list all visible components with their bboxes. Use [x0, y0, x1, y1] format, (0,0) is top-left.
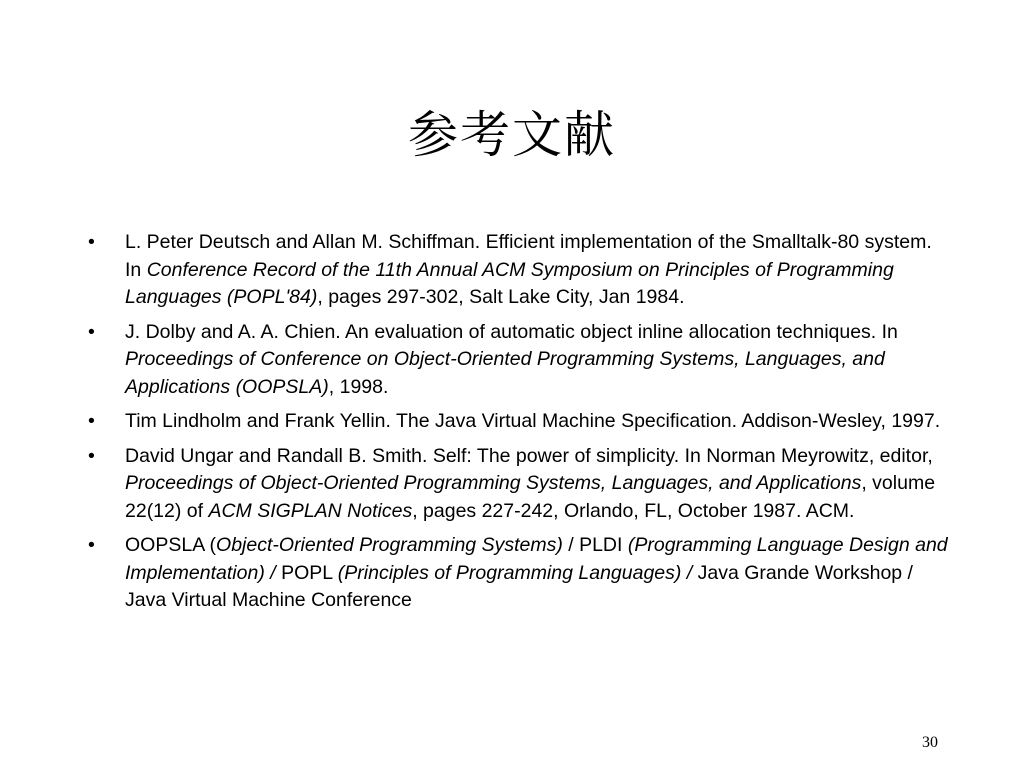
reference-text: , volume 22(12) of — [125, 472, 936, 522]
reference-italic-text: Proceedings of Conference on Object-Oriented Programming Systems, Languages, and Applications (OOPSLA) — [125, 348, 885, 398]
bullet-icon: • — [88, 444, 95, 467]
reference-item — [88, 532, 948, 615]
reference-italic-text: (Principles of Programming Languages) / — [337, 561, 693, 584]
reference-text: Java Grande Workshop / Java Virtual Machine Conference — [125, 561, 913, 611]
reference-list — [88, 229, 948, 622]
reference-italic-text: (Programming Language Design and Implementation) / — [125, 534, 948, 584]
reference-text: J. Dolby and A. A. Chien. An evaluation of automatic object inline allocation techniques. In — [125, 320, 898, 343]
reference-text: David Ungar and Randall B. Smith. Self: The power of simplicity. In Norman Meyrowitz, editor, — [125, 444, 933, 467]
reference-item — [88, 229, 948, 312]
reference-text: L. Peter Deutsch and Allan M. Schiffman. Efficient implementation of the Smalltalk-80 system. In — [125, 231, 932, 281]
bullet-icon: • — [88, 410, 95, 432]
bullet-icon: • — [88, 231, 95, 253]
reference-text: , pages 227-242, Orlando, FL, October 1987. ACM. — [412, 499, 855, 522]
reference-item — [88, 319, 948, 402]
page-number: 30 — [922, 734, 938, 751]
reference-item — [88, 443, 948, 526]
reference-item — [88, 408, 948, 436]
reference-italic-text: Conference Record of the 11th Annual ACM Symposium on Principles of Programming Languages (POPL'84) — [125, 258, 894, 308]
reference-text: POPL — [275, 561, 338, 584]
reference-text: Tim Lindholm and Frank Yellin. The Java Virtual Machine Specification. Addison-Wesley, 1997. — [125, 410, 941, 432]
reference-italic-text: Proceedings of Object-Oriented Programming Systems, Languages, and Applications — [125, 472, 862, 494]
reference-text: , pages 297-302, Salt Lake City, Jan 1984. — [317, 286, 685, 308]
reference-text: , 1998. — [328, 375, 389, 398]
bullet-icon: • — [88, 534, 95, 556]
bullet-icon: • — [88, 320, 95, 343]
reference-italic-text: Object-Oriented Programming Systems) — [216, 534, 563, 556]
slide-title: 参考文献 — [408, 106, 616, 164]
reference-italic-text: ACM SIGPLAN Notices — [208, 499, 413, 522]
reference-text: OOPSLA ( — [125, 534, 217, 556]
reference-text: / PLDI — [562, 534, 628, 556]
